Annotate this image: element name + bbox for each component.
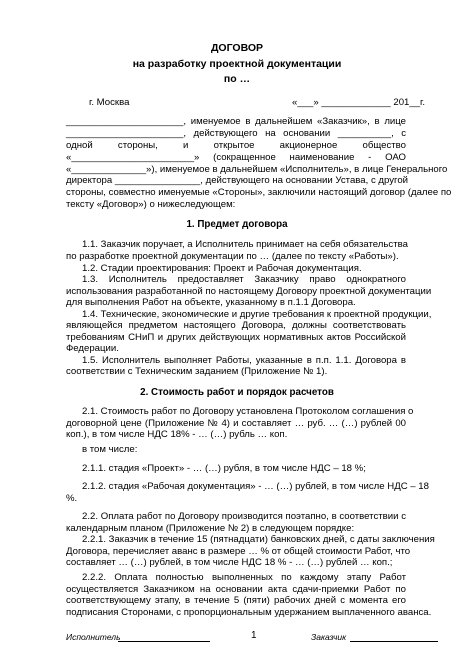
section-1-line: для выполнения Работ на объекте, указанному в п.1.1 Договора.: [66, 297, 356, 308]
section-1-heading: 1. Предмет договора: [186, 219, 288, 230]
section-2-line: соответствующему этапу, в течение 5 (пяти) рабочих дней с момента его: [66, 595, 406, 606]
section-2-line: составляет … (…) рублей, в том числе НДС 18 % - … (…) рублей … коп.;: [66, 557, 393, 568]
city: г. Москва: [89, 97, 130, 108]
section-1-line: 1.5. Исполнитель выполняет Работы, указанные в п.п. 1.1. Договора в: [82, 355, 406, 366]
doc-subtitle-2: по …: [223, 73, 251, 85]
intro-line: тексту «Договор») о нижеследующем:: [66, 199, 236, 210]
section-2-line: подписания Сторонами, с пропорциональным удержанием выплаченного аванса.: [66, 607, 432, 618]
section-2-line: в том числе:: [82, 444, 138, 455]
section-1-line: являющейся предметом настоящего Договора, должны соответствовать: [66, 320, 406, 331]
section-2-line: 2.2.2. Оплата полностью выполненных по каждому этапу Работ: [82, 572, 406, 583]
section-2-line: 2.2.1. Заказчик в течение 15 (пятнадцати) банковских дней, с даты заключения: [82, 534, 435, 545]
section-2-line: коп.), в том числе НДС 18% - … (…) рубль … коп.: [66, 429, 288, 440]
section-2-line: договорной цене (Приложение № 4) и составляет … руб. … (…) рублей 00: [66, 418, 406, 429]
section-2-line: 2.2. Оплата работ по Договору производится поэтапно, в соответствии с: [82, 511, 406, 522]
doc-subtitle: на разработку проектной документации: [132, 58, 342, 70]
intro-line: «_______________________» (сокращенное наименование - ОАО: [66, 152, 406, 163]
section-2-line: календарным планом (Приложение № 2) в следующем порядке:: [66, 523, 355, 534]
section-1-line: 1.3. Исполнитель предоставляет Заказчику право однократного: [82, 274, 406, 285]
section-2-line: осуществляется Заказчиком на основании акта сдачи-приемки Работ по: [66, 584, 406, 595]
section-1-line: Федерации.: [66, 343, 119, 354]
section-1-line: по разработке проектной документации по … (далее по тексту «Работы»).: [66, 251, 399, 262]
doc-title: ДОГОВОР: [210, 42, 264, 54]
section-1-line: соответствии с Техническим заданием (Приложение № 1).: [66, 366, 328, 377]
page-number: 1: [251, 630, 257, 641]
section-1-line: 1.2. Стадии проектирования: Проект и Рабочая документация.: [82, 263, 362, 274]
intro-line: одной стороны, и открытое акционерное общество: [66, 140, 406, 151]
footer-customer-signature-line: [350, 641, 438, 642]
section-1-line: требованиям СНиП и других действующих нормативных актов Российской: [66, 332, 406, 343]
intro-line: «______________»), именуемое в дальнейшем «Исполнитель», в лице Генерального: [66, 164, 448, 175]
section-1-line: использования разработанной по настоящему Договору проектной документации: [66, 286, 432, 297]
section-2-line: 2.1. Стоимость работ по Договору установлена Протоколом соглашения о: [82, 406, 414, 417]
section-1-line: 1.4. Технические, экономические и другие требования к проектной продукции,: [82, 309, 432, 320]
footer-executor-label: Исполнитель: [66, 632, 121, 642]
section-2-heading: 2. Стоимость работ и порядок расчетов: [140, 387, 334, 398]
section-2-line: Договора, перечисляет аванс в размере … % от общей стоимости Работ, что: [66, 546, 411, 557]
section-2-line: 2.1.1. стадия «Проект» - … (…) рубля, в том числе НДС – 18 %;: [82, 463, 366, 474]
footer-executor-signature-line: [118, 641, 210, 642]
section-2-line: %.: [66, 493, 78, 504]
section-1-line: 1.1. Заказчик поручает, а Исполнитель принимает на себя обязательства: [82, 239, 408, 250]
contract-date: «___» _____________ 201__г.: [292, 97, 426, 108]
intro-line: стороны, совместно именуемые «Стороны», заключили настоящий договор (далее по: [66, 187, 452, 198]
footer-customer-label: Заказчик: [311, 632, 347, 642]
intro-line: ______________________, именуемое в дальнейшем «Заказчик», в лице: [66, 116, 406, 127]
intro-line: ______________________, действующего на основании __________, с: [66, 128, 406, 139]
section-2-line: 2.1.2. стадия «Рабочая документация» - … (…) рублей, в том числе НДС – 18: [82, 481, 429, 492]
intro-line: директора ________________, действующего на основании Устава, с другой: [66, 175, 409, 186]
